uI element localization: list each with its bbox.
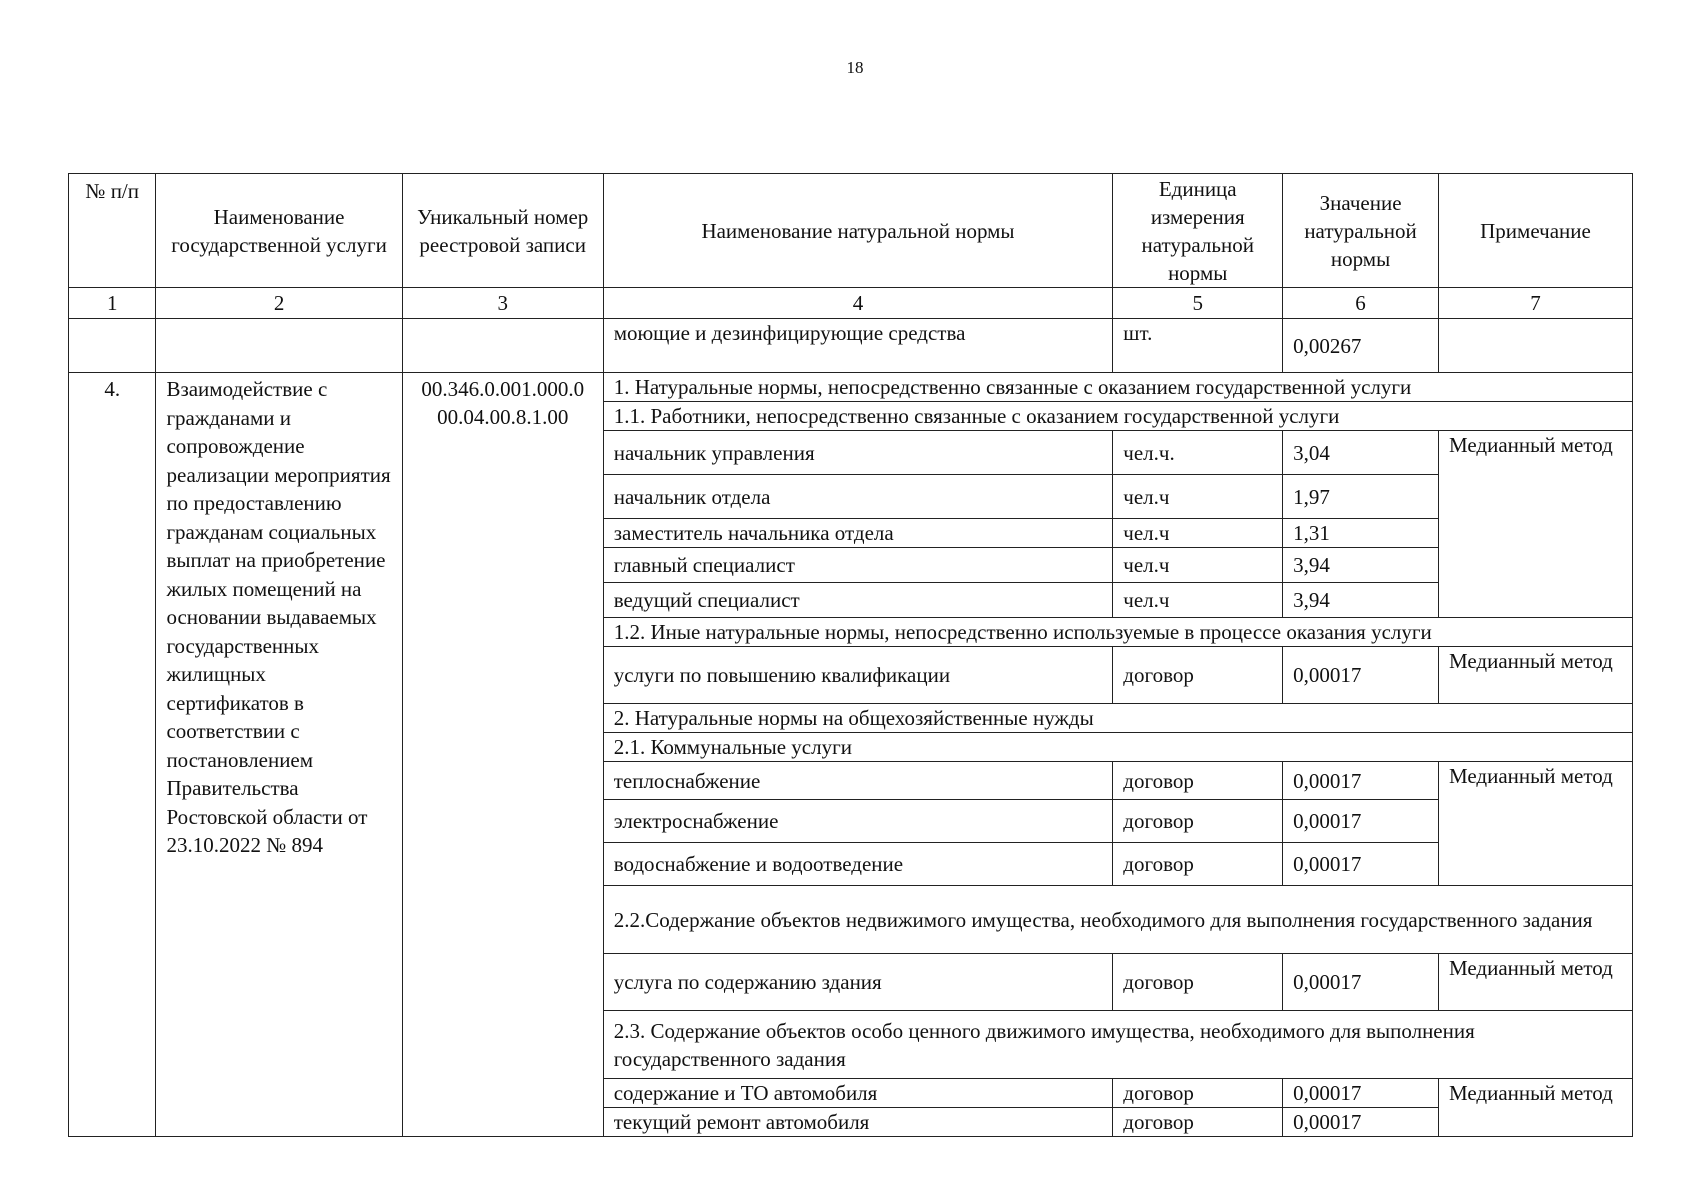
norm-name: теплоснабжение (603, 762, 1113, 800)
norm-name: водоснабжение и водоотведение (603, 843, 1113, 886)
norm-unit: чел.ч (1113, 475, 1283, 519)
section-2-1: 2.1. Коммунальные услуги (603, 733, 1632, 762)
norm-value: 3,94 (1283, 583, 1439, 618)
section-1: 1. Натуральные нормы, непосредственно связанные с оказанием государственной услуги (603, 373, 1632, 402)
empty-cell (156, 319, 402, 373)
norm-value: 3,94 (1283, 548, 1439, 583)
norm-value: 0,00017 (1283, 762, 1439, 800)
norm-value: 0,00017 (1283, 1079, 1439, 1108)
norm-name: начальник отдела (603, 475, 1113, 519)
service-number: 4. (69, 373, 156, 1137)
norm-name: услуги по повышению квалификации (603, 647, 1113, 704)
column-number-row (69, 288, 1633, 319)
header-value: Значение натуральной нормы (1283, 174, 1439, 288)
header-unit: Единица измерения натуральной нормы (1113, 174, 1283, 288)
column-number: 6 (1283, 288, 1439, 319)
norm-unit: договор (1113, 843, 1283, 886)
norm-unit: чел.ч (1113, 548, 1283, 583)
norm-name: текущий ремонт автомобиля (603, 1108, 1113, 1137)
continuation-row (69, 319, 1633, 373)
empty-cell (69, 319, 156, 373)
service-name: Взаимодействие с гражданами и сопровождение реализации мероприятия по предоставлению гражданам социальных выплат на приобретение жилых помещений на основании выдаваемых государственных жилищных сертификатов в соответствии с постановлением Правительства Ростовской области от 23.10.2022 № 894 (156, 373, 402, 1137)
norm-note: Медианный метод (1438, 431, 1632, 618)
norm-note: Медианный метод (1438, 762, 1632, 886)
section-1-1: 1.1. Работники, непосредственно связанные с оказанием государственной услуги (603, 402, 1632, 431)
norm-note: Медианный метод (1438, 954, 1632, 1011)
norm-value: 0,00017 (1283, 1108, 1439, 1137)
header-number: № п/п (69, 174, 156, 288)
page-number: 18 (846, 58, 864, 77)
norm-unit: чел.ч (1113, 519, 1283, 548)
norm-name: моющие и дезинфицирующие средства (603, 319, 1113, 373)
column-number: 4 (603, 288, 1113, 319)
registry-number: 00.346.0.001.000.0 00.04.00.8.1.00 (402, 373, 603, 1137)
norm-name: электроснабжение (603, 800, 1113, 843)
norm-note: Медианный метод (1438, 1079, 1632, 1137)
norm-value: 0,00017 (1283, 954, 1439, 1011)
norm-note: Медианный метод (1438, 647, 1632, 704)
norm-unit: договор (1113, 800, 1283, 843)
header-note: Примечание (1438, 174, 1632, 288)
norm-value: 0,00017 (1283, 800, 1439, 843)
header-norm-name: Наименование натуральной нормы (603, 174, 1113, 288)
norm-value: 3,04 (1283, 431, 1439, 475)
section-2-2: 2.2.Содержание объектов недвижимого имущества, необходимого для выполнения государственного задания (603, 886, 1632, 954)
column-number: 2 (156, 288, 402, 319)
norm-note (1438, 319, 1632, 373)
header-registry-number: Уникальный номер реестровой записи (402, 174, 603, 288)
norm-name: заместитель начальника отдела (603, 519, 1113, 548)
header-service-name: Наименование государственной услуги (156, 174, 402, 288)
norm-name: главный специалист (603, 548, 1113, 583)
norm-unit: чел.ч (1113, 583, 1283, 618)
norm-value: 1,31 (1283, 519, 1439, 548)
column-number: 7 (1438, 288, 1632, 319)
norm-name: услуга по содержанию здания (603, 954, 1113, 1011)
empty-cell (402, 319, 603, 373)
norm-name: содержание и ТО автомобиля (603, 1079, 1113, 1108)
norm-name: начальник управления (603, 431, 1113, 475)
norm-unit: шт. (1113, 319, 1283, 373)
norm-value: 0,00017 (1283, 647, 1439, 704)
norm-unit: договор (1113, 1079, 1283, 1108)
column-number: 1 (69, 288, 156, 319)
header-row (69, 174, 1633, 288)
norm-name: ведущий специалист (603, 583, 1113, 618)
norm-unit: договор (1113, 647, 1283, 704)
norm-unit: договор (1113, 954, 1283, 1011)
norm-value: 1,97 (1283, 475, 1439, 519)
natural-norms-table (68, 173, 1633, 1137)
column-number: 5 (1113, 288, 1283, 319)
section-1-2: 1.2. Иные натуральные нормы, непосредственно используемые в процессе оказания услуги (603, 618, 1632, 647)
norm-unit: договор (1113, 1108, 1283, 1137)
norm-unit: чел.ч. (1113, 431, 1283, 475)
norm-value: 0,00017 (1283, 843, 1439, 886)
norm-unit: договор (1113, 762, 1283, 800)
section-2: 2. Натуральные нормы на общехозяйственные нужды (603, 704, 1632, 733)
section-row (69, 373, 1633, 402)
norm-value: 0,00267 (1283, 319, 1439, 373)
column-number: 3 (402, 288, 603, 319)
section-2-3: 2.3. Содержание объектов особо ценного движимого имущества, необходимого для выполнения государственного задания (603, 1011, 1632, 1079)
